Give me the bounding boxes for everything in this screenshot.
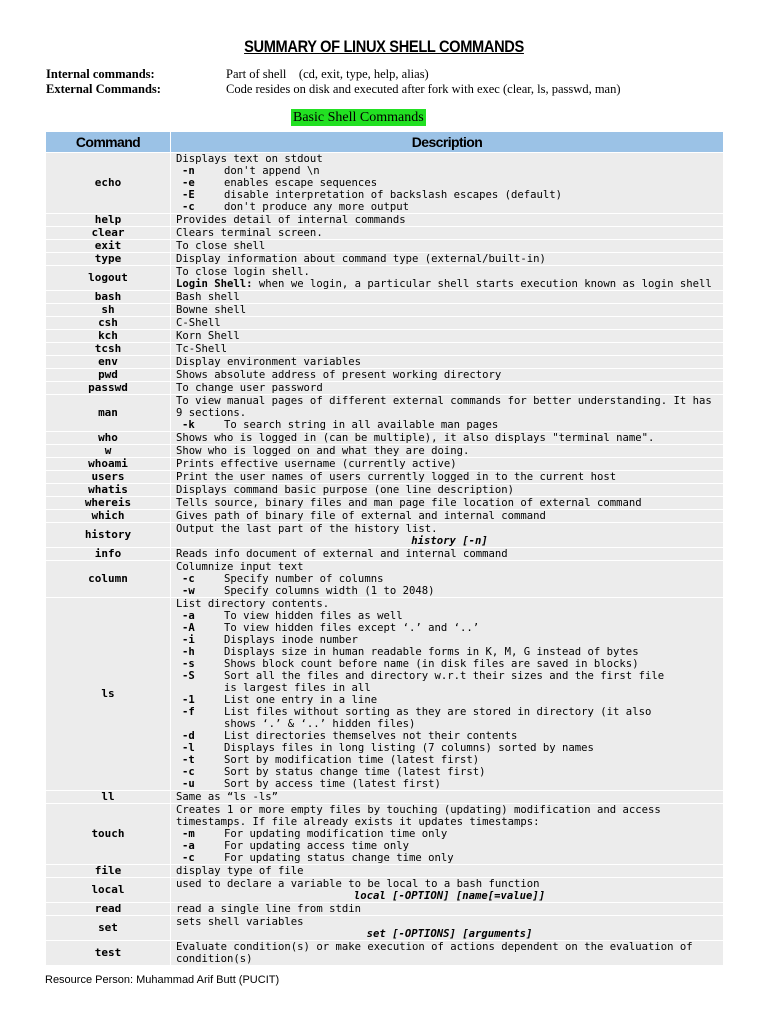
table-row — [46, 598, 724, 791]
description-cell — [171, 561, 724, 598]
command-cell: column — [46, 561, 171, 598]
table-header-row — [46, 132, 724, 153]
description-cell — [171, 214, 724, 227]
description-cell — [171, 369, 724, 382]
option-description: Sort all the files and directory w.r.t their sizes and the first file — [224, 670, 665, 682]
command-cell: exit — [46, 240, 171, 253]
description-line: Display information about command type (external/built-in) — [176, 253, 546, 265]
option-flag: -s — [182, 658, 195, 670]
option-flag: -a — [182, 610, 195, 622]
table-row — [46, 903, 724, 916]
option-line — [176, 778, 723, 790]
option-description: Specify number of columns — [224, 573, 384, 585]
command-cell: which — [46, 510, 171, 523]
description-line: Creates 1 or more empty files by touching (updating) modification and access timestamps. If file already exists it updates timestamps: — [176, 804, 668, 828]
description-line: Tells source, binary files and man page file location of external command — [176, 497, 642, 509]
option-line — [176, 852, 723, 864]
table-row — [46, 510, 724, 523]
option-flag: -t — [182, 754, 195, 766]
table-row — [46, 445, 724, 458]
description-cell — [171, 304, 724, 317]
option-description: For updating status change time only — [224, 852, 454, 864]
command-cell: env — [46, 356, 171, 369]
description-line: Tc-Shell — [176, 343, 228, 355]
table-row — [46, 266, 724, 291]
description-line: Bash shell — [176, 291, 240, 303]
table-row — [46, 153, 724, 214]
syntax-line: local [-OPTION] [name[=value]] — [353, 890, 546, 902]
description-line: Columnize input text — [176, 561, 304, 573]
description-line: To change user password — [176, 382, 323, 394]
description-line: Show who is logged on and what they are doing. — [176, 445, 470, 457]
description-line: Korn Shell — [176, 330, 240, 342]
description-line: read a single line from stdin — [176, 903, 361, 915]
description-line: Clears terminal screen. — [176, 227, 323, 239]
description-cell — [171, 395, 724, 432]
option-flag: -e — [182, 177, 195, 189]
option-flag: -c — [182, 573, 195, 585]
table-row — [46, 484, 724, 497]
option-flag: -i — [182, 634, 195, 646]
table-row — [46, 240, 724, 253]
command-cell: type — [46, 253, 171, 266]
description-cell — [171, 382, 724, 395]
command-cell: bash — [46, 291, 171, 304]
description-line: Shows who is logged in (can be multiple), it also displays "terminal name". — [176, 432, 655, 444]
table-row — [46, 395, 724, 432]
option-line — [176, 622, 723, 634]
option-line — [176, 573, 723, 585]
description-line: Same as “ls -ls” — [176, 791, 279, 803]
option-flag: -c — [182, 766, 195, 778]
internal-commands-text: Part of shell (cd, exit, type, help, alias) — [226, 67, 429, 81]
description-line: Shows absolute address of present working directory — [176, 369, 502, 381]
table-row — [46, 382, 724, 395]
command-cell: pwd — [46, 369, 171, 382]
table-row — [46, 330, 724, 343]
option-description: is largest files in all — [224, 682, 371, 694]
command-cell: whatis — [46, 484, 171, 497]
description-cell — [171, 865, 724, 878]
description-line: sets shell variables — [176, 916, 304, 928]
table-row — [46, 317, 724, 330]
table-row — [46, 523, 724, 548]
description-line: used to declare a variable to be local to a bash function — [176, 878, 540, 890]
option-flag: -E — [182, 189, 195, 201]
option-line — [176, 177, 723, 189]
description-cell — [171, 484, 724, 497]
table-row — [46, 291, 724, 304]
description-cell — [171, 266, 724, 291]
command-cell: whoami — [46, 458, 171, 471]
description-cell — [171, 548, 724, 561]
external-commands-label: External Commands: — [46, 82, 161, 96]
command-cell: ll — [46, 791, 171, 804]
command-cell: file — [46, 865, 171, 878]
description-line — [176, 278, 723, 290]
option-line — [176, 189, 723, 201]
command-cell: w — [46, 445, 171, 458]
option-line — [176, 828, 723, 840]
section-subtitle: Basic Shell Commands — [293, 110, 424, 125]
option-line — [176, 694, 723, 706]
description-cell — [171, 330, 724, 343]
description-line: display type of file — [176, 865, 304, 877]
description-line: Gives path of binary file of external and internal command — [176, 510, 546, 522]
description-line: Display environment variables — [176, 356, 361, 368]
command-cell: csh — [46, 317, 171, 330]
description-line: Evaluate condition(s) or make execution of actions dependent on the evaluation of condition(s) — [176, 941, 700, 965]
table-row — [46, 471, 724, 484]
command-cell: info — [46, 548, 171, 561]
option-line — [176, 658, 723, 670]
description-line: Prints effective username (currently active) — [176, 458, 457, 470]
command-cell: test — [46, 941, 171, 966]
external-commands-text: Code resides on disk and executed after fork with exec (clear, ls, passwd, man) — [226, 82, 621, 96]
description-cell — [171, 916, 724, 941]
option-flag: -f — [182, 706, 195, 718]
table-row — [46, 561, 724, 598]
description-line: To close shell — [176, 240, 266, 252]
description-line: Print the user names of users currently logged in to the current host — [176, 471, 617, 483]
table-row — [46, 804, 724, 865]
command-cell: passwd — [46, 382, 171, 395]
option-description: Sort by status change time (latest first) — [224, 766, 486, 778]
option-flag: -S — [182, 670, 195, 682]
option-line — [176, 742, 723, 754]
syntax-line: history [-n] — [411, 535, 488, 547]
command-cell: kch — [46, 330, 171, 343]
option-line — [176, 840, 723, 852]
option-description: Specify columns width (1 to 2048) — [224, 585, 435, 597]
table-row — [46, 304, 724, 317]
option-description: List one entry in a line — [224, 694, 378, 706]
option-description: disable interpretation of backslash escapes (default) — [224, 189, 563, 201]
internal-commands-line — [46, 67, 429, 82]
external-commands-line — [46, 82, 621, 97]
description-cell — [171, 153, 724, 214]
command-cell: touch — [46, 804, 171, 865]
table-row — [46, 916, 724, 941]
option-line — [176, 766, 723, 778]
description-line: Output the last part of the history list. — [176, 523, 438, 535]
option-flag: -a — [182, 840, 195, 852]
option-line — [176, 610, 723, 622]
option-description: Shows block count before name (in disk files are saved in blocks) — [224, 658, 639, 670]
description-cell — [171, 458, 724, 471]
option-description: To search string in all available man pages — [224, 419, 499, 431]
option-description: Displays inode number — [224, 634, 358, 646]
commands-table — [45, 131, 724, 966]
page-title: SUMMARY OF LINUX SHELL COMMANDS — [244, 37, 524, 56]
option-line — [176, 730, 723, 742]
command-cell: set — [46, 916, 171, 941]
description-cell — [171, 804, 724, 865]
table-row — [46, 432, 724, 445]
column-header-description: Description — [171, 132, 724, 153]
option-description: For updating modification time only — [224, 828, 448, 840]
description-cell — [171, 471, 724, 484]
option-description: enables escape sequences — [224, 177, 378, 189]
option-description: To view hidden files as well — [224, 610, 403, 622]
option-line — [176, 165, 723, 177]
command-cell: ls — [46, 598, 171, 791]
description-line: Provides detail of internal commands — [176, 214, 406, 226]
option-description: Sort by modification time (latest first) — [224, 754, 480, 766]
footer-credit: Resource Person: Muhammad Arif Butt (PUCIT) — [45, 974, 280, 986]
description-cell — [171, 227, 724, 240]
table-row — [46, 458, 724, 471]
option-flag: -d — [182, 730, 195, 742]
description-cell — [171, 343, 724, 356]
option-description: Displays files in long listing (7 columns) sorted by names — [224, 742, 594, 754]
table-row — [46, 343, 724, 356]
table-row — [46, 227, 724, 240]
description-cell — [171, 253, 724, 266]
command-cell: man — [46, 395, 171, 432]
command-cell: tcsh — [46, 343, 171, 356]
option-flag: -A — [182, 622, 195, 634]
option-line — [176, 706, 723, 718]
command-cell: who — [46, 432, 171, 445]
description-cell — [171, 510, 724, 523]
option-description: For updating access time only — [224, 840, 409, 852]
table-row — [46, 369, 724, 382]
table-row — [46, 497, 724, 510]
command-cell: logout — [46, 266, 171, 291]
table-row — [46, 791, 724, 804]
option-description: Sort by access time (latest first) — [224, 778, 441, 790]
description-line: To view manual pages of different external commands for better understanding. It has 9 sections. — [176, 395, 719, 419]
option-flag: -w — [182, 585, 195, 597]
option-line — [176, 754, 723, 766]
table-row — [46, 214, 724, 227]
table-row — [46, 941, 724, 966]
description-cell — [171, 497, 724, 510]
option-description: don't produce any more output — [224, 201, 409, 213]
description-cell — [171, 523, 724, 548]
table-row — [46, 878, 724, 903]
option-flag: -l — [182, 742, 195, 754]
description-line: C-Shell — [176, 317, 221, 329]
option-description: Displays size in human readable forms in K, M, G instead of bytes — [224, 646, 639, 658]
table-row — [46, 253, 724, 266]
option-line — [176, 634, 723, 646]
description-line: Reads info document of external and internal command — [176, 548, 508, 560]
description-text: when we login, a particular shell starts execution known as login shell — [252, 278, 712, 290]
option-description: To view hidden files except ‘.’ and ‘..’ — [224, 622, 480, 634]
command-cell: sh — [46, 304, 171, 317]
description-cell — [171, 291, 724, 304]
option-flag: -n — [182, 165, 195, 177]
option-line — [176, 670, 723, 682]
description-cell — [171, 356, 724, 369]
option-description: shows ‘.’ & ‘..’ hidden files) — [224, 718, 416, 730]
description-cell — [171, 903, 724, 916]
description-line: Bowne shell — [176, 304, 247, 316]
description-line: Displays text on stdout — [176, 153, 323, 165]
option-flag: -u — [182, 778, 195, 790]
option-flag: -c — [182, 852, 195, 864]
option-description: don't append \n — [224, 165, 320, 177]
column-header-command: Command — [46, 132, 171, 153]
option-line — [176, 201, 723, 213]
description-cell — [171, 432, 724, 445]
command-cell: whereis — [46, 497, 171, 510]
command-cell: local — [46, 878, 171, 903]
table-body — [46, 153, 724, 966]
option-line — [176, 682, 723, 694]
description-line: List directory contents. — [176, 598, 330, 610]
option-flag: -1 — [182, 694, 195, 706]
description-cell — [171, 317, 724, 330]
command-cell: clear — [46, 227, 171, 240]
option-description: List directories themselves not their contents — [224, 730, 518, 742]
option-flag: -c — [182, 201, 195, 213]
option-line — [176, 585, 723, 597]
option-flag: -h — [182, 646, 195, 658]
option-flag: -m — [182, 828, 195, 840]
table-row — [46, 356, 724, 369]
command-cell: users — [46, 471, 171, 484]
internal-commands-label: Internal commands: — [46, 67, 155, 81]
description-cell — [171, 445, 724, 458]
description-cell — [171, 598, 724, 791]
description-line: To close login shell. — [176, 266, 310, 278]
command-cell: echo — [46, 153, 171, 214]
option-line — [176, 419, 723, 431]
command-cell: read — [46, 903, 171, 916]
description-line: Displays command basic purpose (one line description) — [176, 484, 515, 496]
table-row — [46, 548, 724, 561]
description-cell — [171, 878, 724, 903]
option-flag: -k — [182, 419, 195, 431]
option-line — [176, 718, 723, 730]
bold-term: Login Shell: — [176, 278, 253, 290]
table-row — [46, 865, 724, 878]
command-cell: help — [46, 214, 171, 227]
option-line — [176, 646, 723, 658]
syntax-line: set [-OPTIONS] [arguments] — [366, 928, 533, 940]
option-description: List files without sorting as they are stored in directory (it also — [224, 706, 652, 718]
description-cell — [171, 791, 724, 804]
description-cell — [171, 240, 724, 253]
command-cell: history — [46, 523, 171, 548]
description-cell — [171, 941, 724, 966]
